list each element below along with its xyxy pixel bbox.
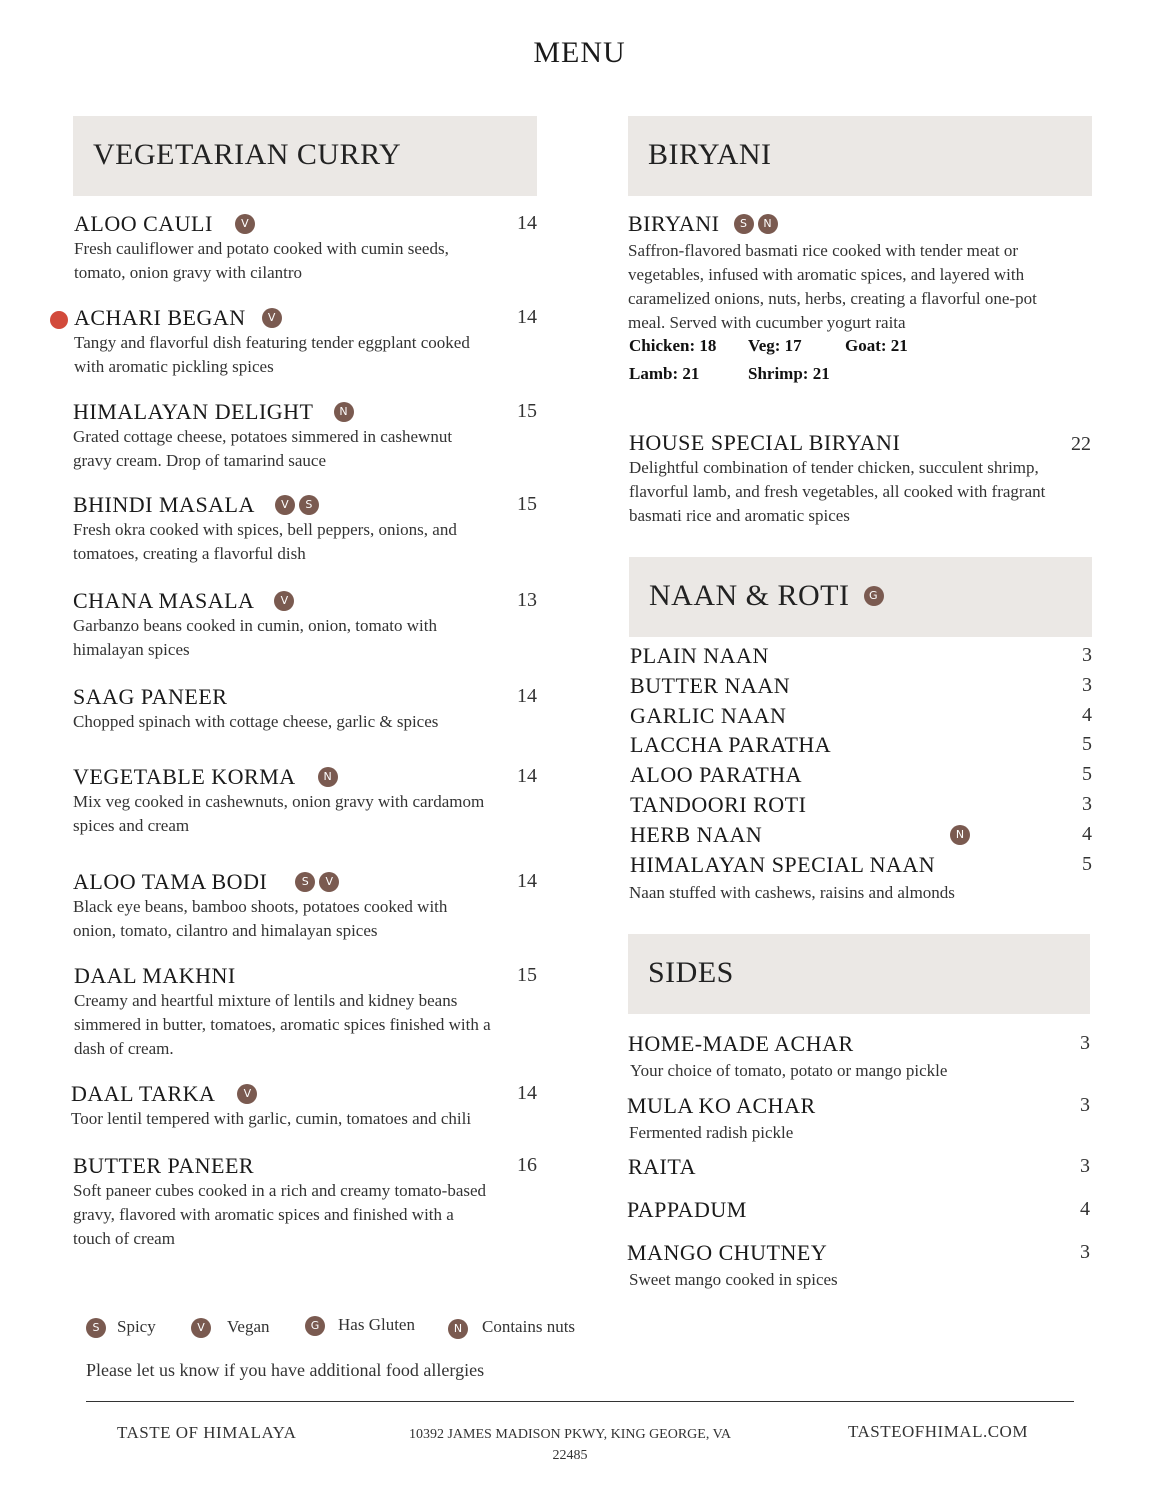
house-special-price: 22 — [1071, 433, 1091, 455]
veg-item-description: Chopped spinach with cottage cheese, garlic & spices — [73, 712, 439, 731]
side-item-price: 3 — [1080, 1032, 1090, 1054]
biryani-item — [628, 211, 1098, 335]
veg-item — [73, 588, 537, 662]
veg-item-description: Soft paneer cubes cooked in a rich and creamy tomato-based gravy, flavored with aromatic spices and finished with a touch of cream — [73, 1181, 487, 1248]
veg-item — [74, 305, 537, 379]
naan-item-name: PLAIN NAAN — [630, 643, 769, 668]
nuts-badge-icon: N — [758, 214, 778, 234]
naan-item-name: HIMALAYAN SPECIAL NAAN — [630, 851, 936, 877]
veg-item-description: Creamy and heartful mixture of lentils and kidney beans simmered in butter, tomatoes, aromatic spices finished with a dash of cream. — [74, 991, 491, 1058]
veg-curry-heading: VEGETARIAN CURRY — [93, 138, 402, 171]
naan-item-name: LACCHA PARATHA — [630, 732, 832, 758]
gluten-legend-icon: G — [305, 1316, 325, 1336]
price-shrimp: Shrimp: 21 — [748, 364, 830, 383]
biryani-description: Saffron-flavored basmati rice cooked with tender meat or vegetables, infused with aromatic spices, and layered with caramelized onions, nuts, herbs, creating a flavorful one-pot meal. Served with cucumber yogurt raita — [628, 241, 1037, 332]
biryani-name: BIRYANI — [628, 211, 720, 236]
side-item — [627, 1197, 1090, 1225]
veg-item-price: 14 — [517, 212, 537, 234]
nuts-badge-icon: N — [334, 402, 354, 422]
side-item-name: HOME-MADE ACHAR — [628, 1031, 854, 1056]
naan-item — [630, 732, 1092, 760]
spicy-badge-icon: S — [295, 872, 315, 892]
veg-item-description: Fresh cauliflower and potato cooked with cumin seeds, tomato, onion gravy with cilantro — [74, 239, 449, 282]
veg-item-name: ALOO CAULI — [74, 211, 213, 236]
naan-item — [630, 822, 1092, 850]
veg-item-name: DAAL TARKA — [71, 1081, 216, 1106]
veg-item-name: ALOO TAMA BODI — [73, 869, 268, 894]
allergy-note: Please let us know if you have additional food allergies — [86, 1360, 485, 1380]
biryani-header — [628, 116, 1092, 196]
veg-item-description: Black eye beans, bamboo shoots, potatoes cooked with onion, tomato, cilantro and himalayan spices — [73, 897, 448, 940]
veg-item-name: VEGETABLE KORMA — [73, 764, 296, 789]
side-item-name: MULA KO ACHAR — [627, 1093, 816, 1118]
nuts-legend-label: Contains nuts — [482, 1317, 576, 1336]
footer-restaurant-name: TASTE OF HIMALAYA — [117, 1423, 297, 1442]
spicy-badge-icon: S — [734, 214, 754, 234]
nuts-badge-icon: N — [950, 825, 970, 845]
side-item-name: PAPPADUM — [627, 1197, 747, 1222]
naan-item-price: 4 — [1082, 822, 1092, 845]
veg-item — [73, 399, 537, 473]
side-item — [627, 1093, 1090, 1145]
veg-item — [73, 1153, 537, 1251]
veg-item-description: Fresh okra cooked with spices, bell peppers, onions, and tomatoes, creating a flavorful dish — [73, 520, 457, 563]
gluten-legend-label: Has Gluten — [338, 1315, 415, 1334]
veg-item — [71, 1081, 537, 1131]
naan-item — [630, 643, 1092, 671]
spicy-badge-icon: S — [299, 495, 319, 515]
vegan-badge-icon: V — [237, 1084, 257, 1104]
naan-note: Naan stuffed with cashews, raisins and almonds — [629, 883, 955, 902]
naan-item-price: 4 — [1082, 703, 1092, 726]
naan-item — [630, 703, 1092, 731]
house-special-item — [629, 430, 1094, 528]
side-item-name: RAITA — [628, 1154, 696, 1179]
veg-item — [73, 684, 537, 734]
veg-item-name: DAAL MAKHNI — [74, 963, 236, 988]
footer-divider — [86, 1401, 1074, 1402]
naan-item-name: GARLIC NAAN — [630, 702, 787, 728]
side-item-description: Fermented radish pickle — [629, 1123, 794, 1142]
veg-item-description: Garbanzo beans cooked in cumin, onion, tomato with himalayan spices — [73, 616, 437, 659]
footer-address: 10392 JAMES MADISON PKWY, KING GEORGE, VA 22485 — [408, 1427, 732, 1463]
veg-item-description: Grated cottage cheese, potatoes simmered in cashewnut gravy cream. Drop of tamarind sauce — [73, 427, 453, 470]
veg-item-price: 14 — [517, 306, 537, 328]
naan-header — [629, 557, 1092, 637]
gluten-badge-icon: G — [864, 586, 884, 606]
naan-item-price: 3 — [1082, 793, 1092, 815]
veg-item — [73, 492, 537, 566]
vegan-badge-icon: V — [274, 591, 294, 611]
side-item-name: MANGO CHUTNEY — [627, 1240, 828, 1265]
veg-item-name: BHINDI MASALA — [73, 492, 255, 517]
veg-item-name: CHANA MASALA — [73, 588, 255, 613]
sides-heading: SIDES — [648, 956, 734, 989]
side-item — [627, 1240, 1090, 1292]
naan-item — [630, 792, 1092, 820]
veg-item — [74, 963, 537, 1061]
veg-item — [73, 764, 537, 838]
biryani-heading: BIRYANI — [648, 138, 772, 171]
veg-item-price: 15 — [517, 400, 537, 422]
price-veg: Veg: 17 — [748, 336, 802, 355]
veg-item-price: 14 — [517, 765, 537, 787]
veg-item-name: HIMALAYAN DELIGHT — [73, 399, 314, 424]
vegan-badge-icon: V — [319, 872, 339, 892]
veg-curry-header — [73, 116, 537, 196]
price-chicken: Chicken: 18 — [629, 336, 717, 355]
footer-website[interactable]: TASTEOFHIMAL.COM — [848, 1422, 1028, 1441]
veg-item-price: 14 — [517, 685, 537, 707]
sides-header — [628, 934, 1090, 1014]
veg-item-name: SAAG PANEER — [73, 684, 228, 709]
naan-item-price: 5 — [1082, 852, 1092, 875]
house-special-name: HOUSE SPECIAL BIRYANI — [629, 430, 901, 455]
veg-item-price: 16 — [517, 1154, 537, 1176]
vegan-legend-label: Vegan — [227, 1317, 270, 1336]
spicy-legend-label: Spicy — [117, 1317, 156, 1336]
veg-item-price: 13 — [517, 589, 537, 611]
naan-item — [630, 762, 1092, 790]
legend — [86, 1315, 606, 1341]
nuts-badge-icon: N — [318, 767, 338, 787]
naan-item-name: HERB NAAN — [630, 821, 763, 847]
veg-item-description: Mix veg cooked in cashewnuts, onion gravy with cardamom spices and cream — [73, 792, 485, 835]
veg-item-price: 14 — [517, 1082, 537, 1104]
side-item-description: Sweet mango cooked in spices — [629, 1270, 838, 1289]
veg-item-price: 15 — [517, 493, 537, 515]
side-item — [628, 1031, 1090, 1083]
naan-item-name: ALOO PARATHA — [630, 762, 803, 788]
veg-item-price: 14 — [517, 870, 537, 892]
veg-item-description: Tangy and flavorful dish featuring tender eggplant cooked with aromatic pickling spices — [74, 333, 470, 376]
naan-item-name: BUTTER NAAN — [630, 672, 791, 698]
vegan-badge-icon: V — [262, 308, 282, 328]
naan-item — [630, 852, 1092, 880]
veg-item-name: ACHARI BEGAN — [74, 305, 246, 330]
side-item-price: 3 — [1080, 1155, 1090, 1177]
vegan-badge-icon: V — [235, 214, 255, 234]
veg-item — [73, 869, 537, 943]
naan-item-price: 5 — [1082, 733, 1092, 756]
veg-item-name: BUTTER PANEER — [73, 1153, 255, 1178]
nuts-legend-icon: N — [448, 1319, 468, 1339]
vegan-legend-icon: V — [191, 1318, 211, 1338]
veg-item-price: 15 — [517, 964, 537, 986]
page-title: MENU — [533, 36, 626, 69]
naan-item-price: 3 — [1082, 644, 1092, 666]
naan-item-name: TANDOORI ROTI — [630, 792, 807, 817]
price-lamb: Lamb: 21 — [629, 364, 700, 383]
side-item-price: 4 — [1080, 1198, 1090, 1220]
side-item-price: 3 — [1080, 1241, 1090, 1263]
naan-item — [630, 673, 1092, 701]
naan-item-price: 3 — [1082, 673, 1092, 696]
naan-item-price: 5 — [1082, 763, 1092, 786]
side-item-description: Your choice of tomato, potato or mango pickle — [630, 1061, 948, 1080]
spicy-legend-icon: S — [86, 1318, 106, 1338]
side-item — [628, 1154, 1090, 1182]
veg-item-description: Toor lentil tempered with garlic, cumin, tomatoes and chili — [71, 1109, 472, 1128]
chili-icon — [50, 311, 68, 329]
house-special-description: Delightful combination of tender chicken, succulent shrimp, flavorful lamb, and fresh vegetables, all cooked with fragrant basmati rice and aromatic spices — [629, 458, 1046, 525]
price-goat: Goat: 21 — [845, 336, 908, 355]
side-item-price: 3 — [1080, 1094, 1090, 1116]
vegan-badge-icon: V — [275, 495, 295, 515]
veg-item — [74, 211, 537, 285]
naan-heading: NAAN & ROTI G — [649, 579, 884, 613]
